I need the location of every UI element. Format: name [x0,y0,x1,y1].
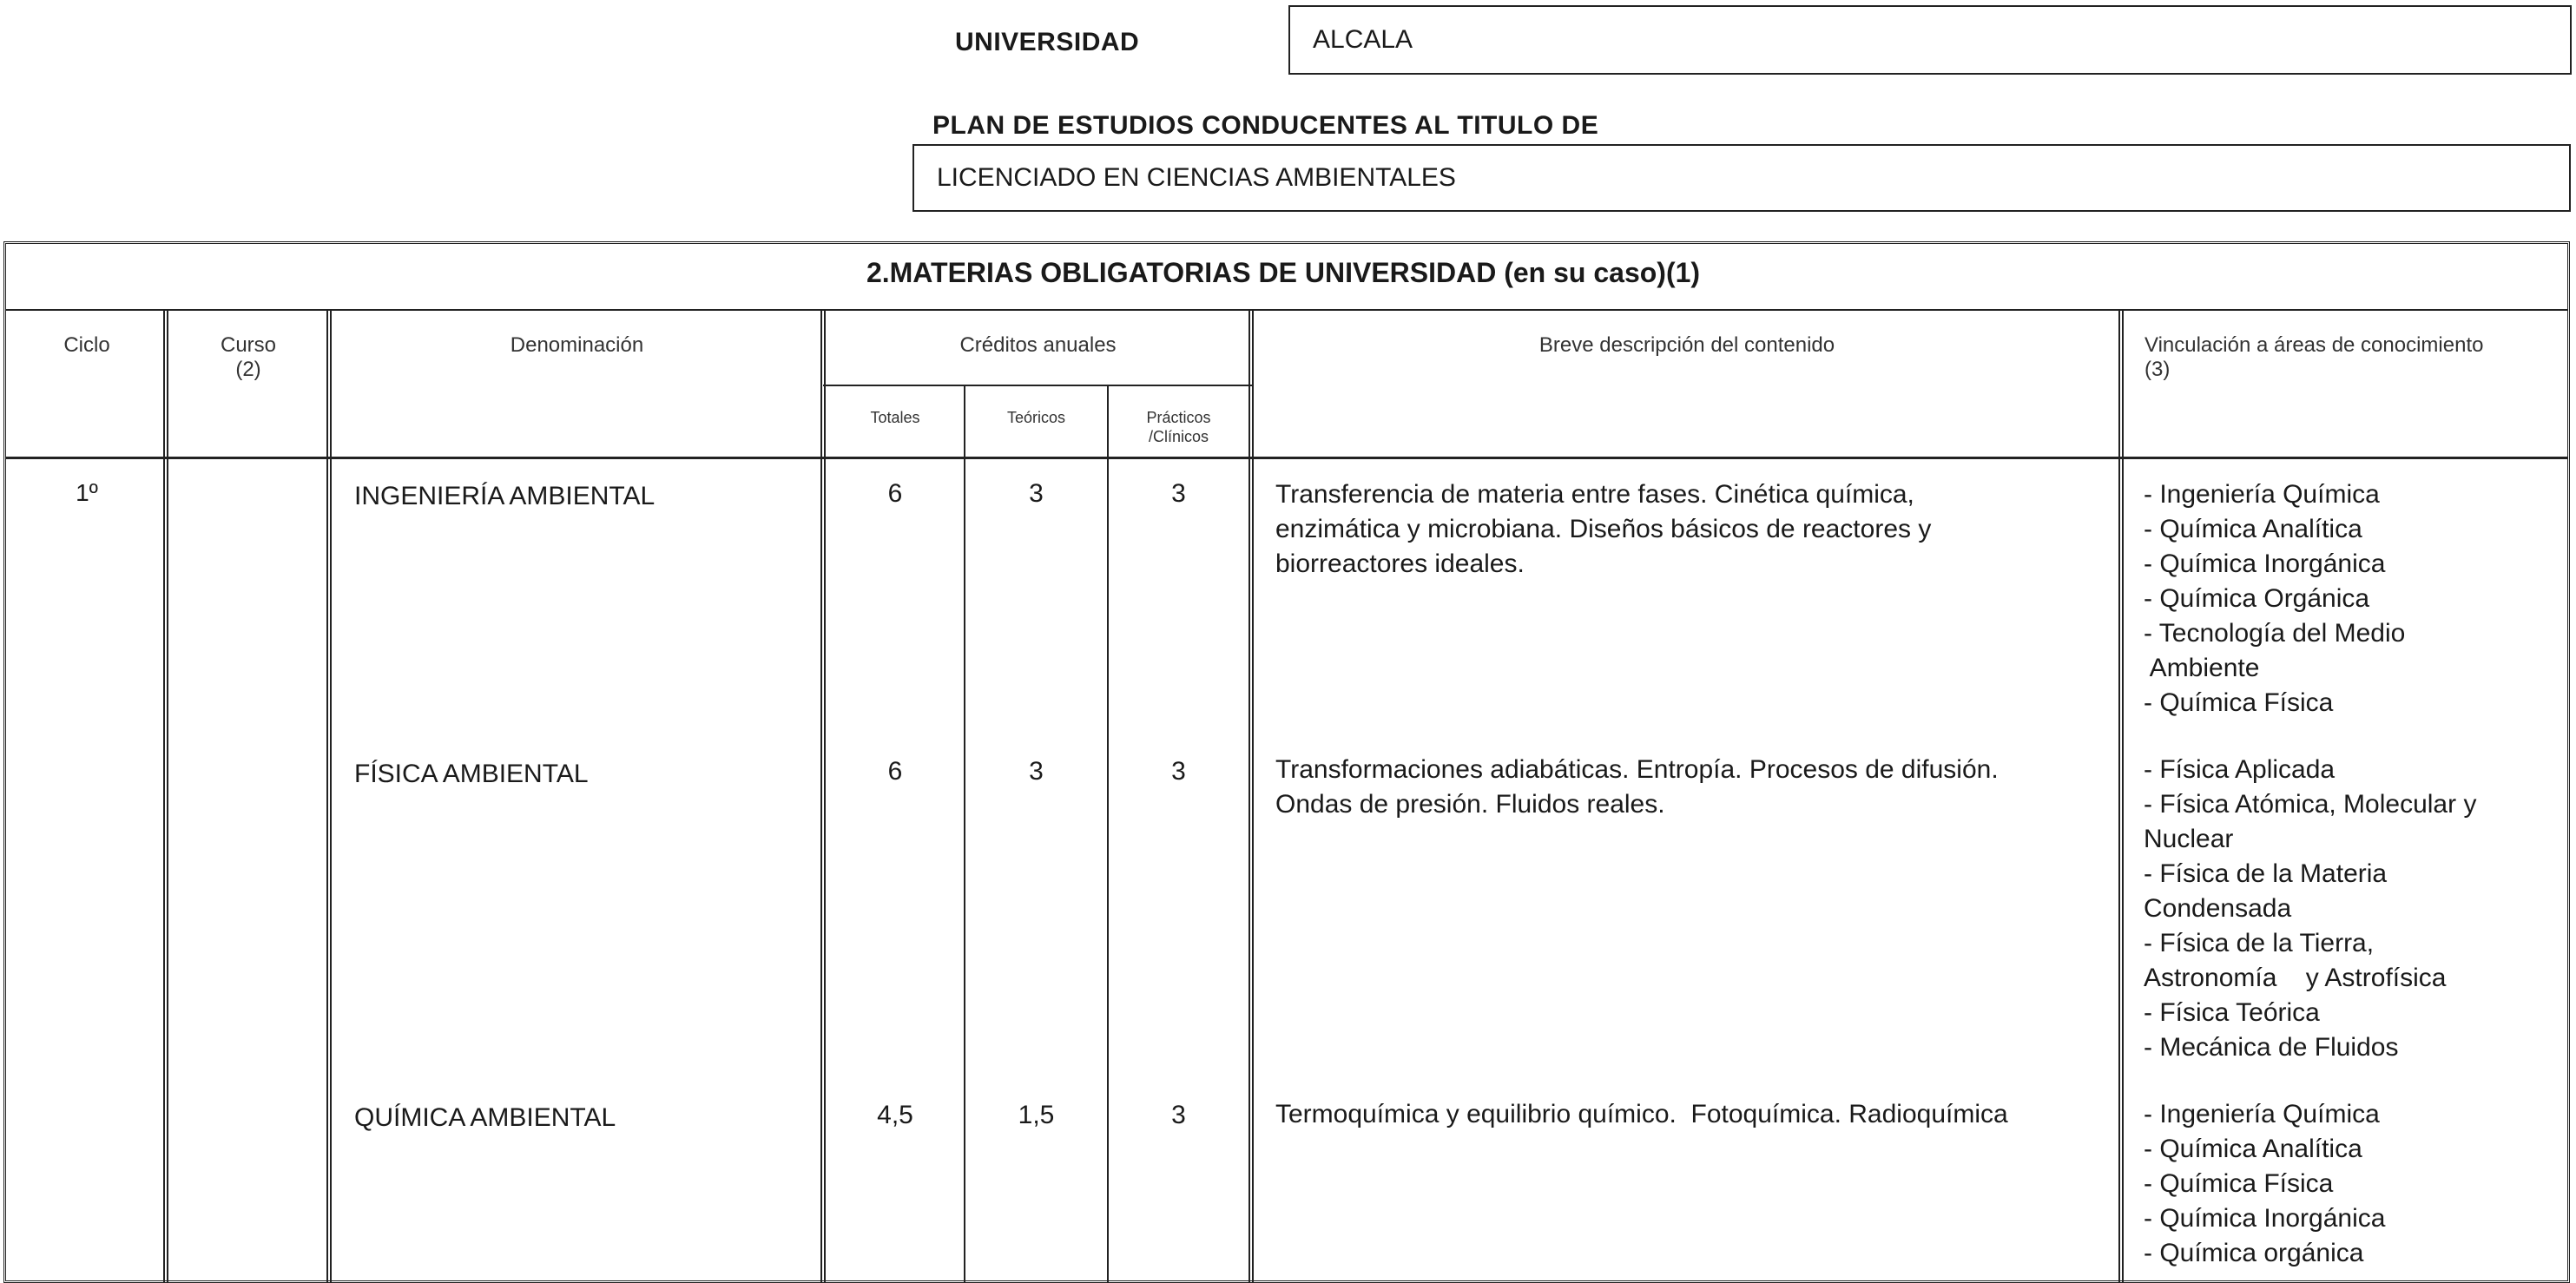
header-totales: Totales [870,409,920,426]
row-1-descripcion-line-2: enzimática y microbiana. Diseños básicos de reactores y [1275,515,1932,543]
row-2-area-7: Astronomía y Astrofísica [2144,964,2447,992]
row-3-area-4: - Química Inorgánica [2144,1204,2386,1233]
plan-value: LICENCIADO EN CIENCIAS AMBIENTALES [937,163,1456,192]
header-curso-note: (2) [235,358,261,381]
header-vinculacion [2144,333,2561,382]
row-1-area-4: - Química Orgánica [2144,584,2370,613]
header-curso [168,333,328,382]
row-2-descripcion-line-1: Transformaciones adiabáticas. Entropía. Procesos de difusión. [1275,755,1999,784]
row-1-area-3: - Química Inorgánica [2144,549,2386,578]
row-2-descripcion-line-2: Ondas de presión. Fluidos reales. [1275,790,1665,819]
header-divider [6,457,2567,459]
row-3-areas [2144,1097,2560,1271]
row-1-descripcion-line-1: Transferencia de materia entre fases. Cinética química, [1275,480,1914,509]
header-ciclo: Ciclo [63,333,110,357]
row-1-descripcion-line-3: biorreactores ideales. [1275,549,1525,578]
credits-subdivider [823,385,1252,386]
row-3-practicos: 3 [1171,1101,1186,1129]
col-divider-1 [163,309,168,1283]
universidad-field [1288,5,2572,75]
row-1-practicos: 3 [1171,479,1186,508]
row-1-teoricos: 3 [1029,479,1044,508]
row-2-denominacion: FÍSICA AMBIENTAL [354,760,589,788]
row-3-totales: 4,5 [877,1101,913,1129]
row-1-areas [2144,477,2560,720]
row-1-area-5: - Tecnología del Medio [2144,619,2406,648]
row-1-area-7: - Química Física [2144,688,2334,717]
row-1-descripcion [1275,477,2109,582]
header-vinculacion-label: Vinculación a áreas de conocimiento [2144,333,2484,357]
row-2-areas [2144,753,2560,1065]
col-divider-2 [326,309,332,1283]
row-1-totales: 6 [887,479,903,508]
row-2-area-3: Nuclear [2144,825,2234,853]
universidad-value: ALCALA [1313,25,1413,54]
row-2-area-4: - Física de la Materia [2144,859,2388,888]
row-2-teoricos: 3 [1029,757,1044,786]
row-3-descripcion-line-1: Termoquímica y equilibrio químico. Fotoquímica. Radioquímica [1275,1100,2008,1128]
row-2-area-1: - Física Aplicada [2144,755,2336,784]
header-teoricos: Teóricos [1006,409,1066,426]
row-3-denominacion: QUÍMICA AMBIENTAL [354,1103,616,1132]
row-3-descripcion [1275,1097,2109,1132]
row-2-area-6: - Física de la Tierra, [2144,929,2375,957]
header-practicos [1109,408,1248,446]
row-2-area-5: Condensada [2144,894,2292,923]
header-descripcion: Breve descripción del contenido [1538,333,1835,357]
header-practicos-line2: /Clínicos [1148,428,1209,445]
universidad-label: UNIVERSIDAD [955,28,1140,56]
header-curso-label: Curso [220,333,277,357]
col-divider-7 [2118,309,2124,1283]
plan-field [912,144,2571,212]
row-3-teoricos: 1,5 [1018,1101,1055,1129]
plan-label: PLAN DE ESTUDIOS CONDUCENTES AL TITULO DE [932,111,1599,140]
row-1-denominacion: INGENIERÍA AMBIENTAL [354,482,656,510]
header-creditos: Créditos anuales [959,333,1117,357]
ciclo-value: 1º [76,479,98,506]
title-divider [6,309,2567,311]
table-title: 2.MATERIAS OBLIGATORIAS DE UNIVERSIDAD (en su caso)(1) [866,257,1701,288]
row-2-descripcion [1275,753,2109,822]
header-vinculacion-note: (3) [2144,358,2171,381]
col-divider-6 [1248,309,1254,1283]
col-divider-3 [820,309,826,1283]
row-2-practicos: 3 [1171,757,1186,786]
row-1-area-6: Ambiente [2144,654,2260,682]
row-2-area-8: - Física Teórica [2144,998,2320,1027]
header-practicos-line1: Prácticos [1146,409,1211,426]
row-2-area-2: - Física Atómica, Molecular y [2144,790,2477,819]
row-3-area-5: - Química orgánica [2144,1239,2364,1267]
row-1-area-1: - Ingeniería Química [2144,480,2380,509]
header-denominacion: Denominación [510,333,644,357]
row-3-area-2: - Química Analítica [2144,1135,2362,1163]
col-divider-5 [1107,385,1109,1283]
row-2-totales: 6 [887,757,903,786]
row-1-area-2: - Química Analítica [2144,515,2362,543]
col-divider-4 [964,385,965,1283]
row-3-area-3: - Química Física [2144,1169,2334,1198]
row-3-area-1: - Ingeniería Química [2144,1100,2380,1128]
row-2-area-9: - Mecánica de Fluidos [2144,1033,2399,1062]
